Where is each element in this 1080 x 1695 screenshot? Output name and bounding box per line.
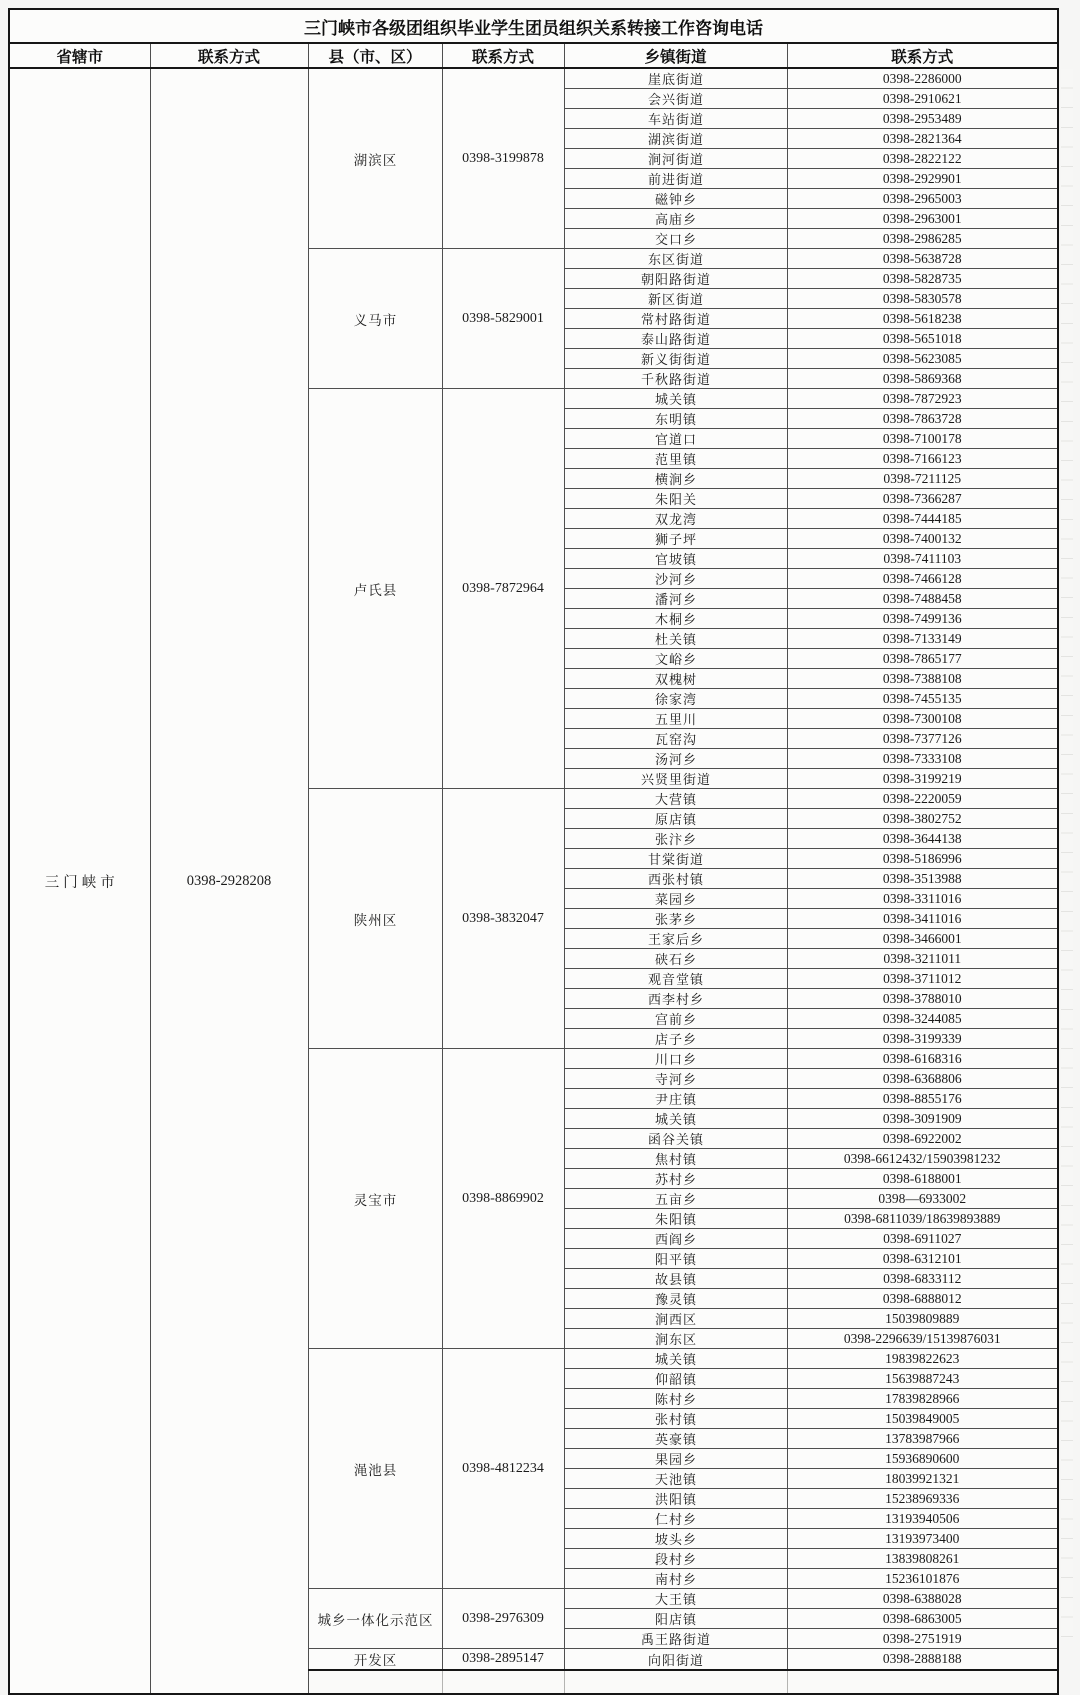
township-name-cell: 瓦窑沟 xyxy=(564,729,787,749)
township-name-cell: 王家后乡 xyxy=(564,929,787,949)
township-phone-cell: 15639887243 xyxy=(787,1369,1058,1389)
township-phone-cell: 0398-6312101 xyxy=(787,1249,1058,1269)
township-name-cell: 朱阳关 xyxy=(564,489,787,509)
township-phone-cell: 0398-5186996 xyxy=(787,849,1058,869)
township-phone-cell: 0398-3513988 xyxy=(787,869,1058,889)
township-name-cell: 南村乡 xyxy=(564,1569,787,1589)
township-name-cell: 潘河乡 xyxy=(564,589,787,609)
township-phone-cell: 0398-7366287 xyxy=(787,489,1058,509)
township-name-cell: 官道口 xyxy=(564,429,787,449)
township-phone-cell: 15039849005 xyxy=(787,1409,1058,1429)
township-phone-cell: 0398-2929901 xyxy=(787,169,1058,189)
col-header-city-contact: 联系方式 xyxy=(150,43,308,68)
township-name-cell: 朝阳路街道 xyxy=(564,269,787,289)
township-phone-cell: 17839828966 xyxy=(787,1389,1058,1409)
empty-cell xyxy=(442,1670,564,1694)
township-name-cell: 常村路街道 xyxy=(564,309,787,329)
township-name-cell: 五亩乡 xyxy=(564,1189,787,1209)
township-name-cell: 沙河乡 xyxy=(564,569,787,589)
township-phone-cell: 0398-7455135 xyxy=(787,689,1058,709)
township-name-cell: 城关镇 xyxy=(564,389,787,409)
township-name-cell: 焦村镇 xyxy=(564,1149,787,1169)
township-phone-cell: 0398-3199219 xyxy=(787,769,1058,789)
township-name-cell: 寺河乡 xyxy=(564,1069,787,1089)
township-name-cell: 高庙乡 xyxy=(564,209,787,229)
township-phone-cell: 0398-7166123 xyxy=(787,449,1058,469)
county-name-cell: 城乡一体化示范区 xyxy=(308,1589,442,1649)
township-phone-cell: 15936890600 xyxy=(787,1449,1058,1469)
township-name-cell: 函谷关镇 xyxy=(564,1129,787,1149)
county-name-cell: 卢氏县 xyxy=(308,389,442,789)
township-phone-cell: 0398-2965003 xyxy=(787,189,1058,209)
table-body xyxy=(9,68,1058,1694)
township-name-cell: 双槐树 xyxy=(564,669,787,689)
header-row xyxy=(9,43,1058,68)
city-name-cell: 三门峡市 xyxy=(9,68,150,1694)
township-phone-cell: 0398-2822122 xyxy=(787,149,1058,169)
title-row xyxy=(9,9,1058,43)
township-name-cell: 故县镇 xyxy=(564,1269,787,1289)
township-name-cell: 朱阳镇 xyxy=(564,1209,787,1229)
township-name-cell: 木桐乡 xyxy=(564,609,787,629)
county-name-cell: 灵宝市 xyxy=(308,1049,442,1349)
township-phone-cell: 0398-7499136 xyxy=(787,609,1058,629)
township-name-cell: 城关镇 xyxy=(564,1349,787,1369)
township-name-cell: 向阳街道 xyxy=(564,1649,787,1671)
township-name-cell: 川口乡 xyxy=(564,1049,787,1069)
township-phone-cell: 0398-5869368 xyxy=(787,369,1058,389)
col-header-province-city: 省辖市 xyxy=(9,43,150,68)
township-name-cell: 陈村乡 xyxy=(564,1389,787,1409)
empty-cell xyxy=(787,1670,1058,1694)
township-phone-cell: 0398-6911027 xyxy=(787,1229,1058,1249)
township-phone-cell: 15236101876 xyxy=(787,1569,1058,1589)
contact-table xyxy=(8,8,1059,1695)
col-header-county-contact: 联系方式 xyxy=(442,43,564,68)
col-header-county: 县（市、区） xyxy=(308,43,442,68)
county-phone-cell: 0398-3832047 xyxy=(442,789,564,1049)
township-name-cell: 狮子坪 xyxy=(564,529,787,549)
township-phone-cell: 0398-5623085 xyxy=(787,349,1058,369)
township-name-cell: 车站街道 xyxy=(564,109,787,129)
township-phone-cell: 0398-3466001 xyxy=(787,929,1058,949)
township-name-cell: 天池镇 xyxy=(564,1469,787,1489)
township-row xyxy=(9,68,1058,89)
township-phone-cell: 0398-7300108 xyxy=(787,709,1058,729)
township-phone-cell: 0398-5830578 xyxy=(787,289,1058,309)
township-name-cell: 果园乡 xyxy=(564,1449,787,1469)
township-name-cell: 徐家湾 xyxy=(564,689,787,709)
township-name-cell: 兴贤里街道 xyxy=(564,769,787,789)
township-phone-cell: 0398-5618238 xyxy=(787,309,1058,329)
county-name-cell: 湖滨区 xyxy=(308,68,442,249)
township-name-cell: 西李村乡 xyxy=(564,989,787,1009)
county-name-cell: 义马市 xyxy=(308,249,442,389)
township-phone-cell: 0398-6811039/18639893889 xyxy=(787,1209,1058,1229)
township-name-cell: 涧西区 xyxy=(564,1309,787,1329)
township-phone-cell: 0398-3091909 xyxy=(787,1109,1058,1129)
township-phone-cell: 15238969336 xyxy=(787,1489,1058,1509)
township-name-cell: 范里镇 xyxy=(564,449,787,469)
township-name-cell: 新义街街道 xyxy=(564,349,787,369)
township-phone-cell: 0398-7466128 xyxy=(787,569,1058,589)
township-phone-cell: 0398-3802752 xyxy=(787,809,1058,829)
township-name-cell: 张村镇 xyxy=(564,1409,787,1429)
township-phone-cell: 0398-7411103 xyxy=(787,549,1058,569)
township-name-cell: 宫前乡 xyxy=(564,1009,787,1029)
township-name-cell: 大营镇 xyxy=(564,789,787,809)
township-phone-cell: 13193940506 xyxy=(787,1509,1058,1529)
township-phone-cell: 19839822623 xyxy=(787,1349,1058,1369)
county-phone-cell: 0398-2895147 xyxy=(442,1649,564,1671)
township-phone-cell: 0398-3711012 xyxy=(787,969,1058,989)
township-name-cell: 杜关镇 xyxy=(564,629,787,649)
township-name-cell: 涧河街道 xyxy=(564,149,787,169)
township-name-cell: 涧东区 xyxy=(564,1329,787,1349)
township-name-cell: 崖底街道 xyxy=(564,68,787,89)
township-phone-cell: 0398-7865177 xyxy=(787,649,1058,669)
empty-cell xyxy=(564,1670,787,1694)
township-phone-cell: 0398-7211125 xyxy=(787,469,1058,489)
township-phone-cell: 0398-8855176 xyxy=(787,1089,1058,1109)
township-phone-cell: 0398-7388108 xyxy=(787,669,1058,689)
township-phone-cell: 0398-7400132 xyxy=(787,529,1058,549)
township-phone-cell: 0398-2751919 xyxy=(787,1629,1058,1649)
township-name-cell: 千秋路街道 xyxy=(564,369,787,389)
township-phone-cell: 0398-3788010 xyxy=(787,989,1058,1009)
township-name-cell: 张茅乡 xyxy=(564,909,787,929)
township-phone-cell: 0398-2953489 xyxy=(787,109,1058,129)
township-name-cell: 豫灵镇 xyxy=(564,1289,787,1309)
township-name-cell: 张汴乡 xyxy=(564,829,787,849)
township-phone-cell: 0398-2296639/15139876031 xyxy=(787,1329,1058,1349)
township-phone-cell: 0398-7333108 xyxy=(787,749,1058,769)
township-phone-cell: 13193973400 xyxy=(787,1529,1058,1549)
township-phone-cell: 0398-6388028 xyxy=(787,1589,1058,1609)
township-phone-cell: 0398-3644138 xyxy=(787,829,1058,849)
township-name-cell: 东区街道 xyxy=(564,249,787,269)
township-phone-cell: 0398-3211011 xyxy=(787,949,1058,969)
township-phone-cell: 0398-7863728 xyxy=(787,409,1058,429)
township-phone-cell: 0398—6933002 xyxy=(787,1189,1058,1209)
township-phone-cell: 18039921321 xyxy=(787,1469,1058,1489)
township-phone-cell: 0398-5828735 xyxy=(787,269,1058,289)
county-name-cell: 开发区 xyxy=(308,1649,442,1671)
township-phone-cell: 0398-7872923 xyxy=(787,389,1058,409)
township-phone-cell: 0398-7444185 xyxy=(787,509,1058,529)
township-name-cell: 坡头乡 xyxy=(564,1529,787,1549)
township-name-cell: 前进街道 xyxy=(564,169,787,189)
township-name-cell: 禹王路街道 xyxy=(564,1629,787,1649)
township-name-cell: 原店镇 xyxy=(564,809,787,829)
township-phone-cell: 0398-2910621 xyxy=(787,89,1058,109)
township-phone-cell: 0398-3311016 xyxy=(787,889,1058,909)
township-phone-cell: 0398-2220059 xyxy=(787,789,1058,809)
township-name-cell: 尹庄镇 xyxy=(564,1089,787,1109)
township-phone-cell: 0398-6833112 xyxy=(787,1269,1058,1289)
county-name-cell: 渑池县 xyxy=(308,1349,442,1589)
county-phone-cell: 0398-3199878 xyxy=(442,68,564,249)
cutoff-gridline-strip xyxy=(1061,69,1073,1638)
township-phone-cell: 0398-5638728 xyxy=(787,249,1058,269)
township-phone-cell: 13783987966 xyxy=(787,1429,1058,1449)
county-phone-cell: 0398-4812234 xyxy=(442,1349,564,1589)
township-phone-cell: 0398-3244085 xyxy=(787,1009,1058,1029)
township-phone-cell: 0398-6922002 xyxy=(787,1129,1058,1149)
township-name-cell: 仁村乡 xyxy=(564,1509,787,1529)
township-name-cell: 湖滨街道 xyxy=(564,129,787,149)
township-name-cell: 段村乡 xyxy=(564,1549,787,1569)
township-phone-cell: 0398-6368806 xyxy=(787,1069,1058,1089)
table-title: 三门峡市各级团组织毕业学生团员组织关系转接工作咨询电话 xyxy=(9,9,1058,43)
township-phone-cell: 0398-6888012 xyxy=(787,1289,1058,1309)
township-phone-cell: 0398-7100178 xyxy=(787,429,1058,449)
township-phone-cell: 0398-2963001 xyxy=(787,209,1058,229)
county-phone-cell: 0398-8869902 xyxy=(442,1049,564,1349)
township-name-cell: 汤河乡 xyxy=(564,749,787,769)
township-phone-cell: 0398-3411016 xyxy=(787,909,1058,929)
township-phone-cell: 0398-2986285 xyxy=(787,229,1058,249)
township-phone-cell: 0398-6863005 xyxy=(787,1609,1058,1629)
township-name-cell: 双龙湾 xyxy=(564,509,787,529)
township-phone-cell: 13839808261 xyxy=(787,1549,1058,1569)
township-name-cell: 观音堂镇 xyxy=(564,969,787,989)
empty-cell xyxy=(308,1670,442,1694)
township-phone-cell: 15039809889 xyxy=(787,1309,1058,1329)
township-phone-cell: 0398-6188001 xyxy=(787,1169,1058,1189)
township-name-cell: 会兴街道 xyxy=(564,89,787,109)
township-phone-cell: 0398-7488458 xyxy=(787,589,1058,609)
township-name-cell: 新区街道 xyxy=(564,289,787,309)
township-name-cell: 西张村镇 xyxy=(564,869,787,889)
city-phone-cell: 0398-2928208 xyxy=(150,68,308,1694)
township-name-cell: 仰韶镇 xyxy=(564,1369,787,1389)
township-phone-cell: 0398-6612432/15903981232 xyxy=(787,1149,1058,1169)
township-name-cell: 泰山路街道 xyxy=(564,329,787,349)
township-name-cell: 菜园乡 xyxy=(564,889,787,909)
township-name-cell: 五里川 xyxy=(564,709,787,729)
township-phone-cell: 0398-5651018 xyxy=(787,329,1058,349)
col-header-township-contact: 联系方式 xyxy=(787,43,1058,68)
county-name-cell: 陕州区 xyxy=(308,789,442,1049)
township-name-cell: 苏村乡 xyxy=(564,1169,787,1189)
township-name-cell: 阳平镇 xyxy=(564,1249,787,1269)
township-phone-cell: 0398-2286000 xyxy=(787,68,1058,89)
township-name-cell: 官坡镇 xyxy=(564,549,787,569)
township-name-cell: 硖石乡 xyxy=(564,949,787,969)
county-phone-cell: 0398-5829001 xyxy=(442,249,564,389)
township-name-cell: 店子乡 xyxy=(564,1029,787,1049)
township-name-cell: 英豪镇 xyxy=(564,1429,787,1449)
township-name-cell: 城关镇 xyxy=(564,1109,787,1129)
township-phone-cell: 0398-2821364 xyxy=(787,129,1058,149)
county-phone-cell: 0398-7872964 xyxy=(442,389,564,789)
col-header-township: 乡镇街道 xyxy=(564,43,787,68)
township-phone-cell: 0398-2888188 xyxy=(787,1649,1058,1671)
township-name-cell: 横涧乡 xyxy=(564,469,787,489)
township-name-cell: 甘棠街道 xyxy=(564,849,787,869)
township-phone-cell: 0398-7133149 xyxy=(787,629,1058,649)
township-name-cell: 文峪乡 xyxy=(564,649,787,669)
township-name-cell: 洪阳镇 xyxy=(564,1489,787,1509)
township-phone-cell: 0398-6168316 xyxy=(787,1049,1058,1069)
township-name-cell: 磁钟乡 xyxy=(564,189,787,209)
township-phone-cell: 0398-7377126 xyxy=(787,729,1058,749)
township-name-cell: 交口乡 xyxy=(564,229,787,249)
county-phone-cell: 0398-2976309 xyxy=(442,1589,564,1649)
township-name-cell: 东明镇 xyxy=(564,409,787,429)
township-phone-cell: 0398-3199339 xyxy=(787,1029,1058,1049)
township-name-cell: 阳店镇 xyxy=(564,1609,787,1629)
township-name-cell: 西阎乡 xyxy=(564,1229,787,1249)
township-name-cell: 大王镇 xyxy=(564,1589,787,1609)
